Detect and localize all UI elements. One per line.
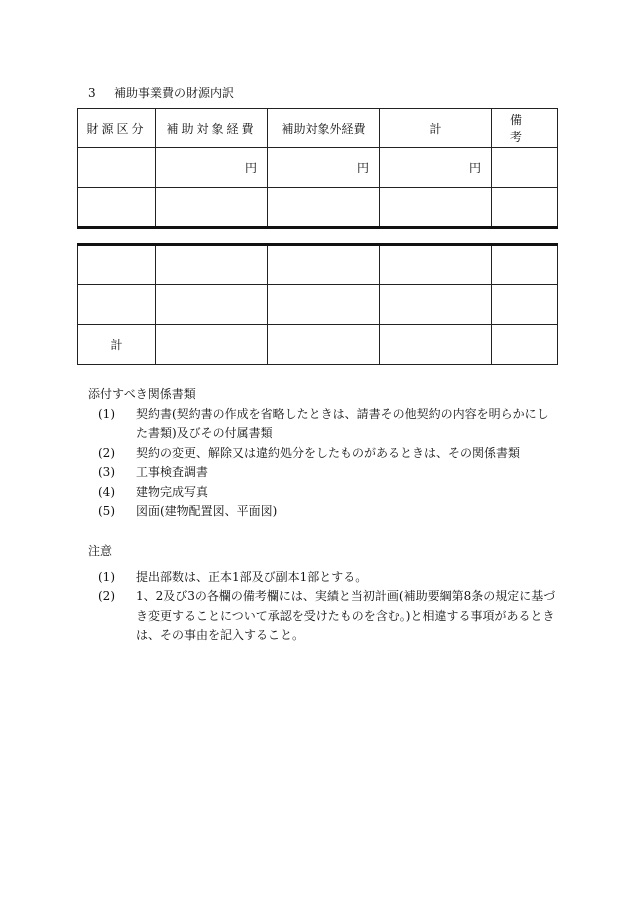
item-mark: (2) [98,589,115,603]
section-title-text: 補助事業費の財源内訳 [114,86,235,100]
table-row [78,285,558,325]
table-cell[interactable] [380,245,492,285]
header-remarks: 備 考 [492,109,558,148]
item-text: 建物完成写真 [136,484,209,499]
list-item [98,463,558,483]
table-cell[interactable] [156,285,268,325]
item-text: 工事検査調書 [136,465,209,479]
table-cell[interactable] [380,285,492,325]
table-cell[interactable] [268,188,380,228]
yen-cell-ineligible[interactable] [268,148,380,188]
attachments-heading: 添付すべき関係書類 [88,387,196,401]
item-text: 図面(建物配置図、平面図) [136,504,278,518]
header-eligible-expenses: 補助対象経費 [156,109,268,148]
item-text: 提出部数は、正本1部及び副本1部とする。 [136,569,368,584]
table-row [78,188,558,228]
table-cell[interactable] [492,188,558,228]
table-cell[interactable] [78,148,156,188]
table-cell[interactable] [492,245,558,285]
item-mark: (5) [98,504,115,518]
item-mark: (4) [98,484,115,499]
item-mark: (1) [98,406,115,421]
list-item [98,502,558,522]
yen-unit: 円 [356,161,369,175]
table-cell[interactable] [492,325,558,365]
table-cell[interactable] [268,325,380,365]
table-cell[interactable] [268,245,380,285]
item-mark: (3) [98,465,115,479]
table-cell[interactable] [380,325,492,365]
total-label: 計 [78,325,156,365]
section-title [88,84,234,101]
item-mark: (1) [98,569,115,584]
yen-cell-total[interactable] [380,148,492,188]
table-row [78,245,558,285]
table-cell[interactable] [78,245,156,285]
table-cell[interactable] [156,245,268,285]
list-item [98,405,558,444]
notes-heading: 注意 [88,544,113,558]
funding-table-upper [77,108,558,229]
header-total: 計 [380,109,492,148]
table-cell[interactable] [492,148,558,188]
attachments-section [88,385,558,522]
table-total-row [78,325,558,365]
notes-section [88,542,558,646]
item-text: 契約の変更、解除又は違約処分をしたものがあるときは、その関係書類 [136,445,521,460]
list-item [98,483,558,503]
table-cell[interactable] [492,285,558,325]
table-cell[interactable] [380,188,492,228]
table-cell[interactable] [78,285,156,325]
yen-cell-eligible[interactable] [156,148,268,188]
list-item [98,568,558,588]
item-text: 契約書(契約書の作成を省略したときは、請書その他契約の内容を明らかにした書類)及びその付属書類 [136,406,549,440]
header-ineligible-expenses: 補助対象外経費 [268,109,380,148]
yen-unit: 円 [468,161,481,175]
table-header-row [78,109,558,148]
item-text: 1、2及び3の各欄の備考欄には、実績と当初計画(補助要綱第8条の規定に基づき変更することについて承認を受けたものを含む。)と相違する事項があるときは、その事由を記入すること。 [136,589,556,642]
section-number: 3 [88,86,96,100]
funding-table-lower [77,243,558,365]
table-cell[interactable] [156,325,268,365]
table-cell[interactable] [156,188,268,228]
list-item [98,444,558,464]
header-funding-category: 財源区分 [78,109,156,148]
table-cell[interactable] [78,188,156,228]
table-cell[interactable] [268,285,380,325]
yen-unit: 円 [244,161,257,175]
table-row [78,148,558,188]
item-mark: (2) [98,445,115,460]
list-item [98,587,558,646]
